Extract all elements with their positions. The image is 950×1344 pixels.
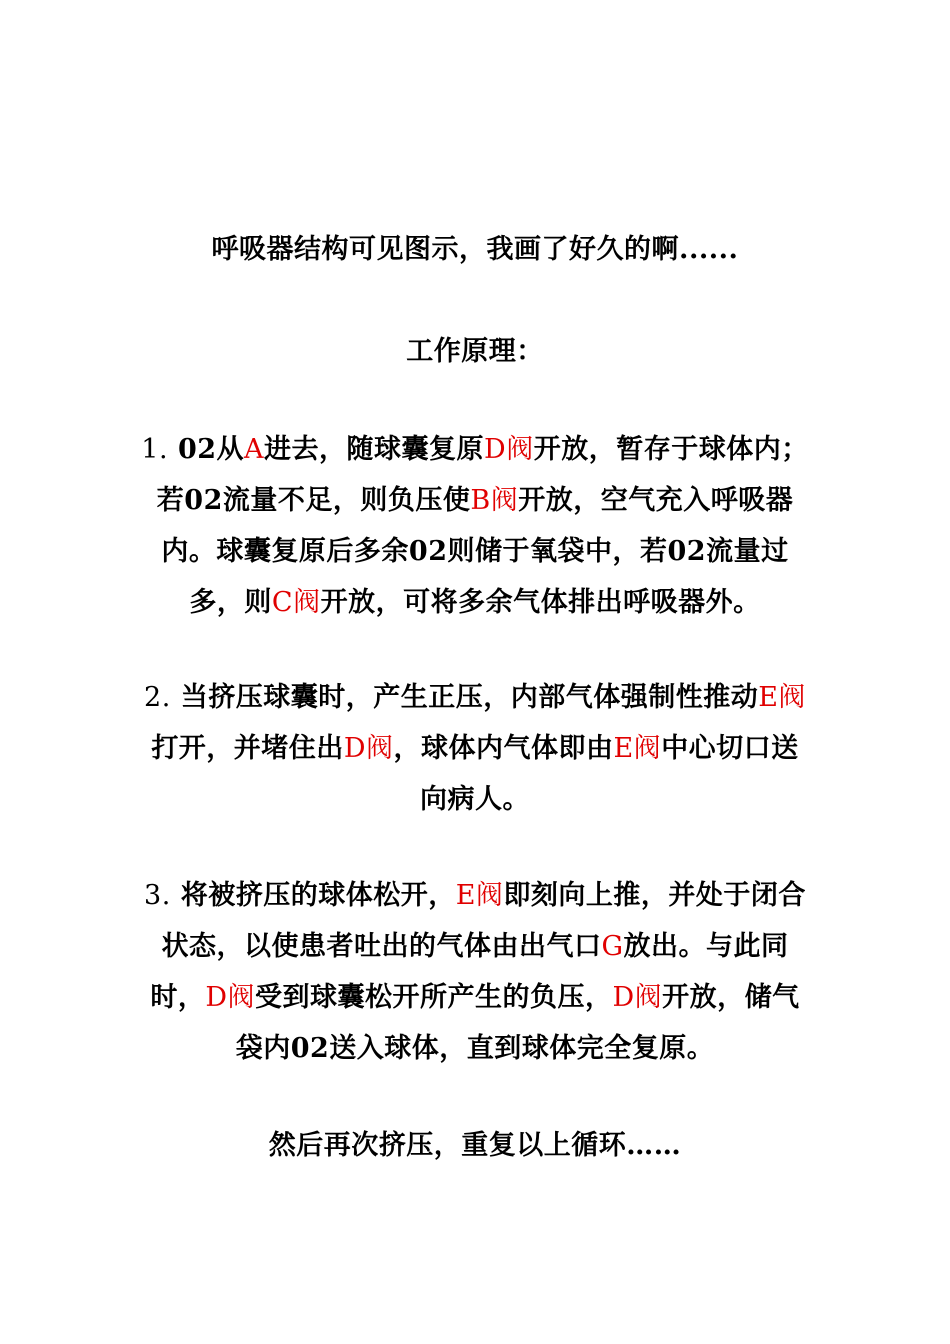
paragraph-3-text-5: 开放，储气袋内02送入球体，直到球体完全复原。: [235, 982, 800, 1064]
paragraph-3-text-2: 即刻向上推，并处于闭合状态，以使患者吐出的气体由出气口: [161, 880, 806, 962]
closing-text: 然后再次挤压，重复以上循环……: [268, 1130, 682, 1161]
valve-label-e: E阀: [758, 682, 806, 713]
paragraph-1-text-1: 02从: [168, 434, 245, 465]
paragraph-2-text-2: 打开，并堵住出: [151, 733, 344, 764]
paragraph-2: [140, 672, 810, 825]
heading-text: 工作原理：: [406, 336, 544, 367]
valve-label-c: C阀: [271, 587, 321, 618]
valve-label-d: D阀: [205, 982, 255, 1013]
closing-line: [140, 1120, 810, 1171]
valve-label-d: D阀: [484, 434, 534, 465]
paragraph-2-text-3: ，球体内气体即由: [393, 733, 614, 764]
paragraph-2-text-1: 当挤压球囊时，产生正压，内部气体强制性推动: [170, 682, 759, 713]
paragraph-2-number: 2.: [144, 682, 171, 713]
valve-label-b: B阀: [470, 485, 519, 516]
valve-label-a: A: [244, 434, 265, 465]
outlet-label-g: G: [601, 931, 624, 962]
section-heading: [140, 326, 810, 377]
valve-label-e: E阀: [613, 733, 662, 764]
paragraph-2-text-4: 中心切口送向病人。: [420, 733, 799, 815]
paragraph-3-text-1: 将被挤压的球体松开，: [170, 880, 456, 911]
intro-text: 呼吸器结构可见图示，我画了好久的啊......: [211, 234, 739, 265]
paragraph-3-number: 3.: [144, 880, 171, 911]
paragraph-3-text-4: 受到球囊松开所产生的负压，: [255, 982, 613, 1013]
intro-line: [140, 224, 810, 275]
valve-label-d: D阀: [612, 982, 663, 1013]
paragraph-3-text-3: 放出。与此同时，: [150, 931, 789, 1013]
paragraph-1-number: 1.: [141, 434, 169, 465]
paragraph-1-text-4: 开放，空气充入呼吸器内。球囊复原后多余02则储于氧袋中，若02流量过多，则: [161, 485, 794, 618]
paragraph-1: [140, 424, 810, 628]
valve-label-d: D阀: [343, 733, 394, 764]
paragraph-1-text-3: 开放，暂存于球体内；若02流量不足，则负压使: [156, 434, 809, 516]
paragraph-1-text-2: 进去，随球囊复原: [264, 434, 485, 465]
paragraph-1-text-5: 开放，可将多余气体排出呼吸器外。: [320, 587, 761, 618]
paragraph-3: [140, 870, 810, 1074]
valve-label-e: E阀: [455, 880, 504, 911]
